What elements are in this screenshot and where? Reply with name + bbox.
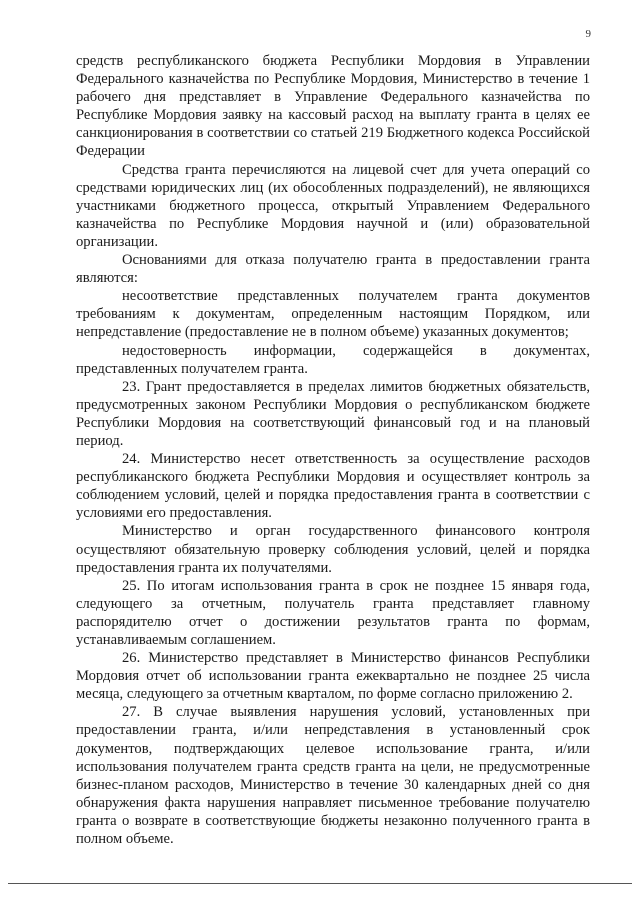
paragraph-item-27: 27. В случае выявления нарушения условий, установленных при предоставлении гранта, и/или непредставления в установленный срок документов, подтверждающих целевое использование гранта, и/или использования получателем гранта средств гранта на цели, не предусмотренные бизнес-планом расходов, Министерство в течение 30 календарных дней со дня обнаружения факта нарушения направляет письменное требование получателю гранта о возврате в соответствующие бюджеты незаконно полученного гранта в полном объеме. (76, 704, 590, 848)
paragraph-funds-transfer: Средства гранта перечисляются на лицевой счет для учета операций со средствами юридических лиц (их обособленных подразделений), не являющихся участниками бюджетного процесса, открытый Управлением Федерального казначейства по Республике Мордовия научной и (или) образовательной организации. (76, 161, 590, 250)
paragraph-financial-control: Министерство и орган государственного финансового контроля осуществляют обязательную проверку соблюдения условий, целей и порядка предоставления гранта их получателями. (76, 523, 590, 576)
paragraph-item-25: 25. По итогам использования гранта в срок не позднее 15 января года, следующего за отчетным, получатель гранта представляет главному распорядителю отчет о достижении результатов гранта по формам, устанавливаемым соглашением. (76, 577, 590, 648)
paragraph-item-23: 23. Грант предоставляется в пределах лимитов бюджетных обязательств, предусмотренных законом Республики Мордовия о республиканском бюджете Республики Мордовия на соответствующий финансовый год и на плановый период. (76, 378, 590, 449)
paragraph-refusal-grounds-intro: Основаниями для отказа получателю гранта в предоставлении гранта являются: (76, 252, 590, 287)
page-number: 9 (585, 28, 591, 40)
paragraph-refusal-ground-noncompliance: несоответствие представленных получателем гранта документов требованиям к документам, определенным настоящим Порядком, или непредставление (предоставление не в полном объеме) указанных документов; (76, 288, 590, 341)
paragraph-item-24: 24. Министерство несет ответственность за осуществление расходов республиканского бюджета Республики Мордовия и осуществляет контроль за соблюдением условий, целей и порядка предоставления гранта в соответствии с условиями его предоставления. (76, 451, 590, 522)
paragraph-item-26: 26. Министерство представляет в Министерство финансов Республики Мордовия отчет об использовании гранта ежеквартально не позднее 25 числа месяца, следующего за отчетным кварталом, по форме согласно приложению 2. (76, 650, 590, 703)
bottom-divider (8, 883, 632, 884)
paragraph-refusal-ground-unreliability: недостоверность информации, содержащейся в документах, представленных получателем гранта. (76, 342, 590, 377)
document-body (76, 52, 590, 848)
paragraph-grant-payment-request: средств республиканского бюджета Республики Мордовия в Управлении Федерального казначейства по Республике Мордовия, Министерство в течение 1 рабочего дня представляет в Управление Федерального казначейства по Республике Мордовия заявку на кассовый расход на выплату гранта в целях ее санкционирования в соответствии со статьей 219 Бюджетного кодекса Российской Федерации (76, 53, 590, 160)
